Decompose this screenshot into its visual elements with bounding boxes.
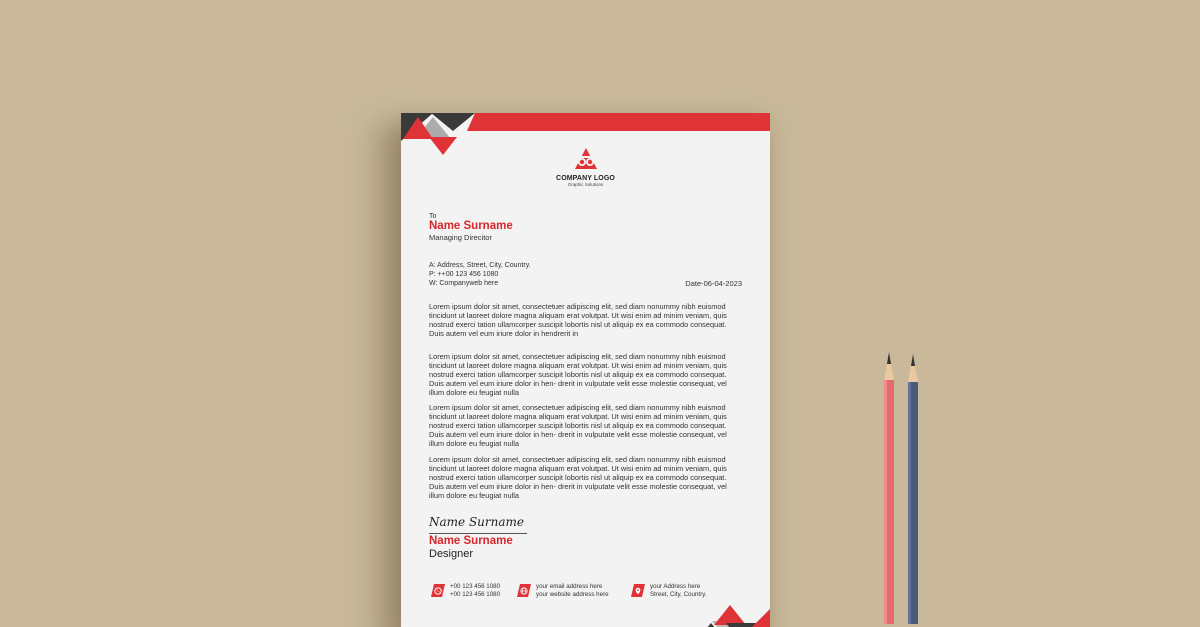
body-paragraph: Lorem ipsum dolor sit amet, consectetuer adipiscing elit, sed diam nonummy nibh euismod tincidunt ut laoreet dolore magna aliquam erat volutpat. Ut wisi enim ad minim veniam, quis nostrud exerci tation ullamcorper suscipit lobortis nisl ut aliquip ex ea commodo consequat. Duis autem vel eum iriure dolor in hendrerit in [429, 302, 727, 338]
logo-name: COMPANY LOGO [556, 175, 615, 182]
footer-address-line: Street, City, Country. [650, 590, 707, 598]
corner-triangle [726, 623, 756, 627]
address-line: A: Address, Street, City, Country. [429, 262, 531, 269]
top-accent-bar [467, 113, 770, 131]
corner-triangle [714, 605, 746, 625]
body-paragraph: Lorem ipsum dolor sit amet, consectetuer adipiscing elit, sed diam nonummy nibh euismod tincidunt ut laoreet dolore magna aliquam erat volutpat. Ut wisi enim ad minim veniam, quis nostrud exerci tation ullamcorper suscipit lobortis nisl ut aliquip ex ea commodo consequat. Duis autem vel eum iriure dolor in hen- drerit in vulputate velit esse molestie consequat, vel illum dolore eu feugiat nulla [429, 352, 727, 397]
footer-email-line: your email address here [536, 583, 603, 590]
footer-phone-line: +00 123 456 1080 [450, 583, 501, 590]
letter-date: Date-06-04-2023 [685, 279, 742, 288]
body-paragraph: Lorem ipsum dolor sit amet, consectetuer adipiscing elit, sed diam nonummy nibh euismod tincidunt ut laoreet dolore magna aliquam erat volutpat. Ut wisi enim ad minim veniam, quis nostrud exerci tation ullamcorper suscipit lobortis nisl ut aliquip ex ea commodo consequat. Duis autem vel eum iriure dolor in hen- drerit in vulputate velit esse molestie consequat, vel illum dolore eu feugiat nulla [429, 455, 727, 500]
footer-phone [431, 583, 500, 598]
location-pin-icon [631, 584, 645, 597]
phone-icon [431, 584, 445, 597]
address-block [429, 261, 531, 288]
signer-name: Name Surname [429, 535, 513, 547]
handwritten-signature: Name Surname [429, 515, 524, 529]
recipient-name: Name Surname [429, 220, 513, 232]
web-line: W: Companyweb here [429, 280, 499, 287]
footer-address-line: your Address here [650, 583, 701, 590]
phone-line: P: ++00 123 456 1080 [429, 271, 499, 278]
company-logo [401, 147, 770, 187]
globe-icon [517, 584, 531, 597]
letterhead-paper [401, 113, 770, 627]
recipient-block [429, 213, 513, 242]
body-paragraph: Lorem ipsum dolor sit amet, consectetuer adipiscing elit, sed diam nonummy nibh euismod tincidunt ut laoreet dolore magna aliquam erat volutpat. Ut wisi enim ad minim veniam, quis nostrud exerci tation ullamcorper suscipit lobortis nisl ut aliquip ex ea commodo consequat. Duis autem vel eum iriure dolor in hen- drerit in vulputate velit esse molestie consequat, vel illum dolore eu feugiat nulla [429, 403, 727, 448]
blue-pencil [908, 354, 918, 624]
signature-line [429, 533, 527, 534]
recipient-title: Managing Direcitor [429, 233, 492, 242]
footer-address [631, 583, 707, 598]
logo-mark-icon [573, 147, 599, 173]
footer-web [517, 583, 609, 598]
red-pencil [884, 352, 894, 624]
logo-tagline: Graphic Solutions [567, 182, 604, 187]
to-label: To [429, 213, 437, 220]
footer-website-line: your website address here [536, 590, 609, 598]
footer-phone-line: +00 123 456 1080 [450, 590, 501, 598]
signer-role: Designer [429, 548, 474, 560]
